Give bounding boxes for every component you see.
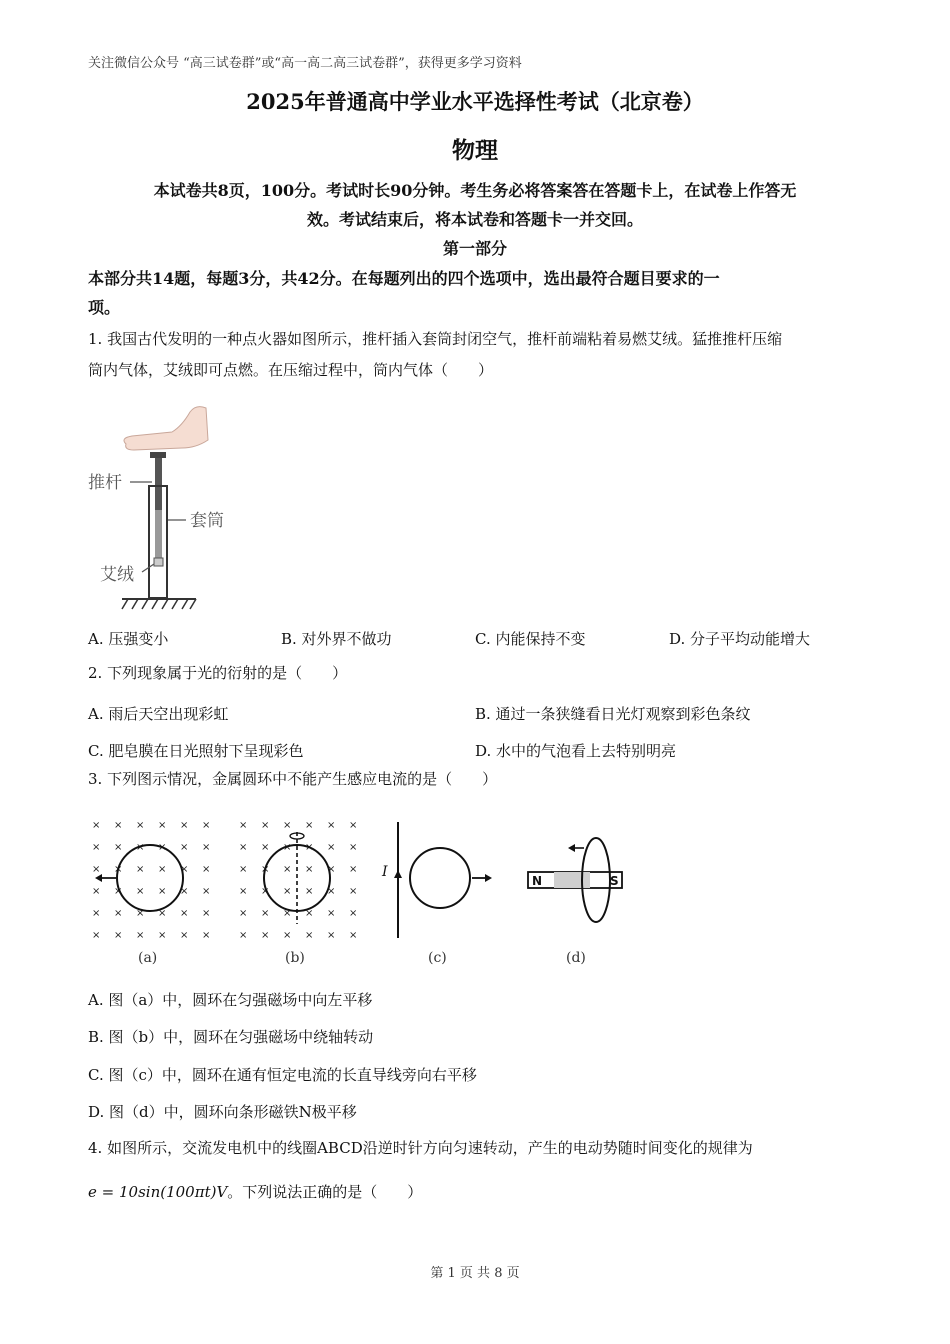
figure-b [239,820,357,966]
field-marker: × [92,864,101,875]
field-marker: × [239,930,248,941]
rod-cap [150,452,166,458]
label-c: (c) [428,950,447,966]
field-marker: × [327,820,336,831]
q3-option-d[interactable]: D. 图（d）中，圆环向条形磁铁N极平移 [88,1103,357,1121]
field-marker: × [92,886,101,897]
field-marker: × [180,886,189,897]
field-marker: × [261,842,270,853]
field-marker: × [136,930,145,941]
q3-option-b[interactable]: B. 图（b）中，圆环在匀强磁场中绕轴转动 [88,1028,374,1046]
field-marker: × [136,886,145,897]
field-marker: × [114,908,123,919]
question-4-line-2 [88,1177,868,1208]
subject-title: 物理 [452,137,498,164]
field-marker: × [114,930,123,941]
rod [155,458,162,518]
question-4-line-1: 4. 如图所示，交流发电机中的线圈ABCD沿逆时针方向匀速转动，产生的电动势随时间变化的规律为 [88,1139,753,1157]
field-marker: × [261,820,270,831]
label-b: (b) [285,950,305,966]
field-marker: × [202,820,211,831]
field-marker: × [283,820,292,831]
field-marker: × [92,820,101,831]
question-3-stem: 3. 下列图示情况，金属圆环中不能产生感应电流的是（ ） [88,770,498,788]
field-marker: × [92,930,101,941]
field-marker: × [305,908,314,919]
field-marker: × [239,820,248,831]
arrow-head-a [95,874,102,882]
instructions [88,176,862,234]
field-marker: × [283,864,292,875]
field-marker: × [239,842,248,853]
part-title: 第一部分 [442,239,507,258]
field-marker: × [180,930,189,941]
field-marker: × [239,864,248,875]
section-intro-line-1: 本部分共14题，每题3分，共42分。在每题列出的四个选项中，选出最符合题目要求的一 [88,269,720,288]
magnet-south: S [610,874,619,888]
label-sleeve: 套筒 [190,511,224,531]
field-marker: × [180,842,189,853]
field-marker: × [180,908,189,919]
header-note: 关注微信公众号 “高三试卷群”或“高一高二高三试卷群”，获得更多学习资料 [88,56,522,71]
field-marker: × [349,908,358,919]
current-label: I [382,864,388,880]
field-marker: × [327,930,336,941]
emf-formula: e = 10sin(100πt)V [88,1183,228,1201]
question-1-line-2: 筒内气体，艾绒即可点燃。在压缩过程中，筒内气体（ ） [88,361,494,379]
field-marker: × [283,908,292,919]
question-1-line-1: 1. 我国古代发明的一种点火器如图所示，推杆插入套筒封闭空气，推杆前端粘着易燃艾绒。猛推推杆压缩 [88,330,783,348]
field-marker: × [158,908,167,919]
q2-option-c[interactable]: C. 肥皂膜在日光照射下呈现彩色 [88,742,304,760]
field-marker: × [114,864,123,875]
figure-a [92,820,210,966]
field-marker: × [261,908,270,919]
question-2-stem: 2. 下列现象属于光的衍射的是（ ） [88,664,348,682]
section-intro [88,264,862,322]
label-d: (d) [566,950,586,966]
field-marker: × [349,886,358,897]
label-rod: 推杆 [88,473,122,493]
field-marker: × [327,908,336,919]
field-marker: × [349,820,358,831]
q1-option-b[interactable]: B. 对外界不做功 [281,630,392,648]
field-marker: × [92,908,101,919]
q1-option-c[interactable]: C. 内能保持不变 [475,630,586,648]
question-4-line-2-tail: 。下列说法正确的是（ ） [227,1183,423,1201]
field-marker: × [261,930,270,941]
q3-option-c[interactable]: C. 图（c）中，圆环在通有恒定电流的长直导线旁向右平移 [88,1066,477,1084]
induction-figures [86,812,646,972]
field-marker: × [239,908,248,919]
field-marker: × [158,930,167,941]
field-marker: × [158,864,167,875]
figure-d [528,838,622,966]
field-marker: × [349,842,358,853]
field-marker: × [114,820,123,831]
field-marker: × [305,842,314,853]
rod-inside [155,510,162,558]
current-arrow-icon [394,870,402,878]
ring-c [410,848,470,908]
q3-option-a[interactable]: A. 图（a）中，圆环在匀强磁场中向左平移 [88,991,373,1009]
field-marker: × [327,864,336,875]
field-marker: × [158,820,167,831]
field-marker: × [136,864,145,875]
field-marker: × [92,842,101,853]
hand-icon [124,407,208,450]
field-marker: × [283,842,292,853]
field-marker: × [283,886,292,897]
label-a: (a) [138,950,158,966]
field-marker: × [136,820,145,831]
field-marker: × [349,864,358,875]
field-marker: × [327,842,336,853]
field-marker: × [305,820,314,831]
field-marker: × [305,930,314,941]
field-marker: × [180,864,189,875]
page-footer: 第 1 页 共 8 页 [430,1266,520,1281]
field-marker: × [239,886,248,897]
q2-option-a[interactable]: A. 雨后天空出现彩虹 [88,705,229,723]
igniter-figure [86,400,224,612]
field-marker: × [202,886,211,897]
arrow-head-d [568,844,575,852]
instructions-line-1: 本试卷共8页，100分。考试时长90分钟。考生务必将答案答在答题卡上，在试卷上作答无 [153,181,797,200]
section-intro-line-2: 项。 [88,298,121,317]
field-marker: × [158,886,167,897]
field-marker: × [349,930,358,941]
ground-hatch [122,599,196,609]
exam-title: 2025年普通高中学业水平选择性考试（北京卷） [246,89,704,114]
field-marker: × [114,842,123,853]
field-marker: × [158,842,167,853]
field-marker: × [136,908,145,919]
tinder-icon [154,558,163,566]
field-marker: × [261,886,270,897]
instructions-line-2: 效。考试结束后，将本试卷和答题卡一并交回。 [306,210,643,229]
q1-option-a[interactable]: A. 压强变小 [88,630,169,648]
ring-a [117,845,183,911]
field-marker: × [327,886,336,897]
field-marker: × [180,820,189,831]
label-tinder: 艾绒 [100,565,134,585]
field-marker: × [305,886,314,897]
magnet-north: N [532,874,543,888]
field-grid-b [239,820,357,941]
question-1 [88,324,868,386]
field-grid-a [92,820,210,941]
figure-c [381,822,492,966]
q2-option-b[interactable]: B. 通过一条狭缝看日光灯观察到彩色条纹 [475,705,751,723]
q2-option-d[interactable]: D. 水中的气泡看上去特别明亮 [475,742,677,760]
field-marker: × [305,864,314,875]
field-marker: × [283,930,292,941]
field-marker: × [202,930,211,941]
q1-option-d[interactable]: D. 分子平均动能增大 [669,630,811,648]
field-marker: × [114,886,123,897]
field-marker: × [202,842,211,853]
field-marker: × [202,908,211,919]
field-marker: × [202,864,211,875]
arrow-head-c [485,874,492,882]
field-marker: × [261,864,270,875]
field-marker: × [136,842,145,853]
bar-magnet-middle [554,872,590,888]
